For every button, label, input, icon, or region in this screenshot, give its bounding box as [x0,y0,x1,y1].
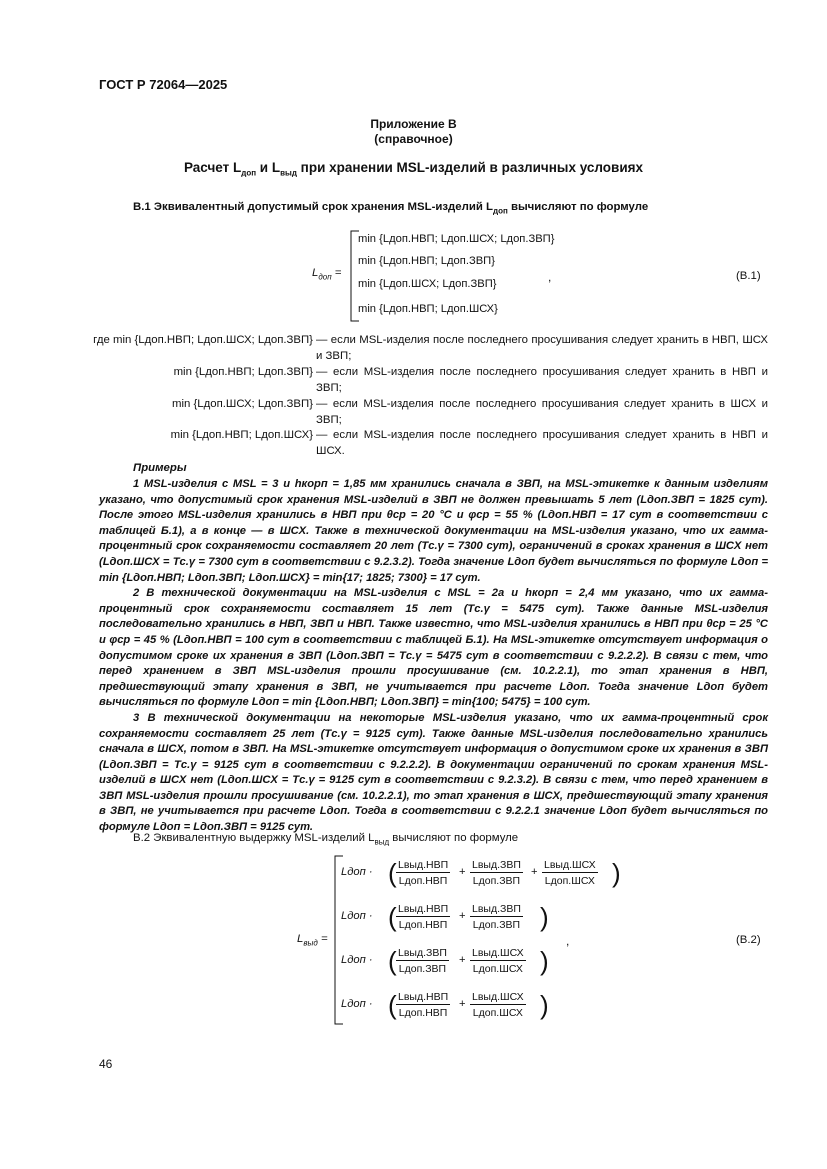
formula-b2-factor: Lдоп · [341,954,373,966]
plus-sign: + [459,910,466,922]
formula-b2-lhs: $L_{выд}$ = [297,933,328,948]
plus-sign: + [459,954,466,966]
where-label: min {Lдоп.НВП; Lдоп.ШСХ} [170,429,313,441]
fraction: Lвыд.ЗВП Lдоп.ЗВП [472,903,521,931]
where-text: — если MSL-изделия после последнего просушивания следует хранить в НВП и ШСХ. [316,429,768,457]
paren-right: ) [540,990,549,1020]
document-id: ГОСТ Р 72064—2025 [99,77,228,92]
paren-left: ( [388,946,397,976]
paren-right: ) [612,858,621,888]
fraction: Lвыд.ЗВП Lдоп.ЗВП [398,947,447,975]
page-number: 46 [99,1057,113,1071]
formula-b2-factor: Lдоп · [341,998,373,1010]
fraction: Lвыд.ШСХ Lдоп.ШСХ [472,991,524,1019]
fraction: Lвыд.ШСХ Lдоп.ШСХ [472,947,524,975]
paren-left: ( [388,902,397,932]
appendix-subtitle: (справочное) [374,132,453,146]
paren-left: ( [388,990,397,1020]
formula-b1-comma: , [548,270,552,284]
formula-b1-row: min {Lдоп.НВП; Lдоп.ШСХ} [358,303,498,315]
where-text: — если MSL-изделия после последнего просушивания следует хранить в НВП и ЗВП; [316,366,768,394]
paren-left: ( [388,858,397,888]
appendix-title: Приложение В [370,117,457,131]
appendix-heading: Расчет $L_{доп}$ и $L_{выд}$ при хранении MSL-изделий в различных условиях [183,160,644,178]
examples-block [99,477,768,836]
formula-b2-factor: Lдоп · [341,910,373,922]
formula-b1-row: min {Lдоп.НВП; Lдоп.ШСХ; Lдоп.ЗВП} [358,233,555,245]
formula-b1-number: (В.1) [736,270,761,282]
paren-right: ) [540,902,549,932]
fraction: Lвыд.НВП Lдоп.НВП [398,903,449,931]
formula-b1-row: min {Lдоп.ШСХ; Lдоп.ЗВП} [358,278,497,290]
formula-b2-comma: , [566,934,570,948]
fraction: Lвыд.НВП Lдоп.НВП [398,859,449,887]
where-label: min {Lдоп.ШСХ; Lдоп.ЗВП} [171,398,313,410]
fraction: Lвыд.ЗВП Lдоп.ЗВП [472,859,521,887]
where-text: — если MSL-изделия после последнего просушивания следует хранить в ШСХ и ЗВП; [316,398,768,426]
where-text: — если MSL-изделия после последнего просушивания следует хранить в НВП, ШСХ и ЗВП; [316,334,768,362]
formula-b2-number: (В.2) [736,934,761,946]
formula-b2-factor: Lдоп · [341,866,373,878]
paren-right: ) [540,946,549,976]
fraction: Lвыд.ШСХ Lдоп.ШСХ [544,859,596,887]
example-item: 1 MSL-изделия с MSL = 3 и hкорп = 1,85 мм хранились сначала в ЗВП, на MSL-этикетке к данным изделиям указано, что допустимый срок хранения MSL-изделий в ЗВП не должен превышать 5 лет (Lдоп.ЗВП = 1825 сут). После этого MSL-изделия хранились в НВП при θср = 20 °С и φср = 55 % (Lдоп.НВП = 17 сут в соответствии с таблицей Б.1), а в конце — в ШСХ. Также в технической документации на MSL-изделия указано, что их гамма-процентный срок сохраняемости составляет 20 лет (Tс.γ = 7300 сут), ограничений в сроках хранения в ШСХ нет (Lдоп.ШСХ = Tс.γ = 7300 сут в соответствии с 9.2.3.2). Тогда значение Lдоп будет вычисляться по формуле Lдоп = min {Lдоп.НВП; Lдоп.ЗВП; Lдоп.ШСХ} = min{17; 1825; 7300} = 17 сут. [99,478,768,584]
example-item: 2 В технической документации на MSL-изделия с MSL = 2а и hкорп = 2,4 мм указано, что их гамма-процентный срок сохраняемости составляет 15 лет (Tс.γ = 5475 сут). Также данные MSL-изделия последовательно хранились в НВП, ЗВП и НВП. Также известно, что MSL-изделия хранились в НВП при θср = 25 °С и φср = 45 % (Lдоп.НВП = 100 сут в соответствии с таблицей Б.1). На MSL-этикетке отсутствует информация о допустимом сроке их хранения в ЗВП (Lдоп.ЗВП = Tс.γ = 5475 сут в соответствии с 9.2.2.2). В связи с тем, что перед хранением в ЗВП MSL-изделия прошли просушивание (см. 10.2.2.1), то этап хранения в НВП, предшествующий этапу хранения в ЗВП, не учитывается при расчете Lдоп. Тогда значение Lдоп будет вычисляться по формуле Lдоп = min {Lдоп.НВП; Lдоп.ЗВП} = min{100; 5475} = 100 сут. [99,587,768,709]
plus-sign: + [459,866,466,878]
formula-b1-row: min {Lдоп.НВП; Lдоп.ЗВП} [358,255,495,267]
fraction: Lвыд.НВП Lдоп.НВП [398,991,449,1019]
examples-title: Примеры [133,462,187,474]
plus-sign: + [531,866,538,878]
plus-sign: + [459,998,466,1010]
b2-lead: В.2 Эквивалентную выдержку MSL-изделий $L_{выд}$ вычисляют по формуле [133,832,519,847]
b1-lead: В.1 Эквивалентный допустимый срок хранения MSL-изделий $L_{доп}$ вычисляют по формуле [133,201,649,216]
example-item: 3 В технической документации на некоторые MSL-изделия указано, что их гамма-процентный срок сохраняемости составляет 25 лет (Tс.γ = 9125 сут). Также данные MSL-изделия последовательно хранились сначала в ШСХ, потом в ЗВП. На MSL-этикетке отсутствует информация о допустимом сроке их хранения в ЗВП (Lдоп.ЗВП = Tс.γ = 9125 сут в соответствии с 9.2.2.2). В документации ограничений по срокам хранения MSL-изделий в ШСХ нет (Lдоп.ШСХ = Tс.γ = 9125 сут в соответствии с 9.2.3.2). В связи с тем, что перед хранением в ЗВП MSL-изделия прошли просушивание (см. 10.2.2.1), то этап хранения в ШСХ, предшествующий этапу хранения в ЗВП, не учитывается при расчете Lдоп. Тогда в соответствии с 9.2.2.1 значение Lдоп будет вычисляться по формуле Lдоп = Lдоп.ЗВП = 9125 сут. [99,711,768,834]
where-label: min {Lдоп.НВП; Lдоп.ЗВП} [173,366,313,378]
formula-b1-lhs: $L_{доп}$ = [312,267,342,282]
where-label: где min {Lдоп.НВП; Lдоп.ШСХ; Lдоп.ЗВП} [93,334,313,346]
